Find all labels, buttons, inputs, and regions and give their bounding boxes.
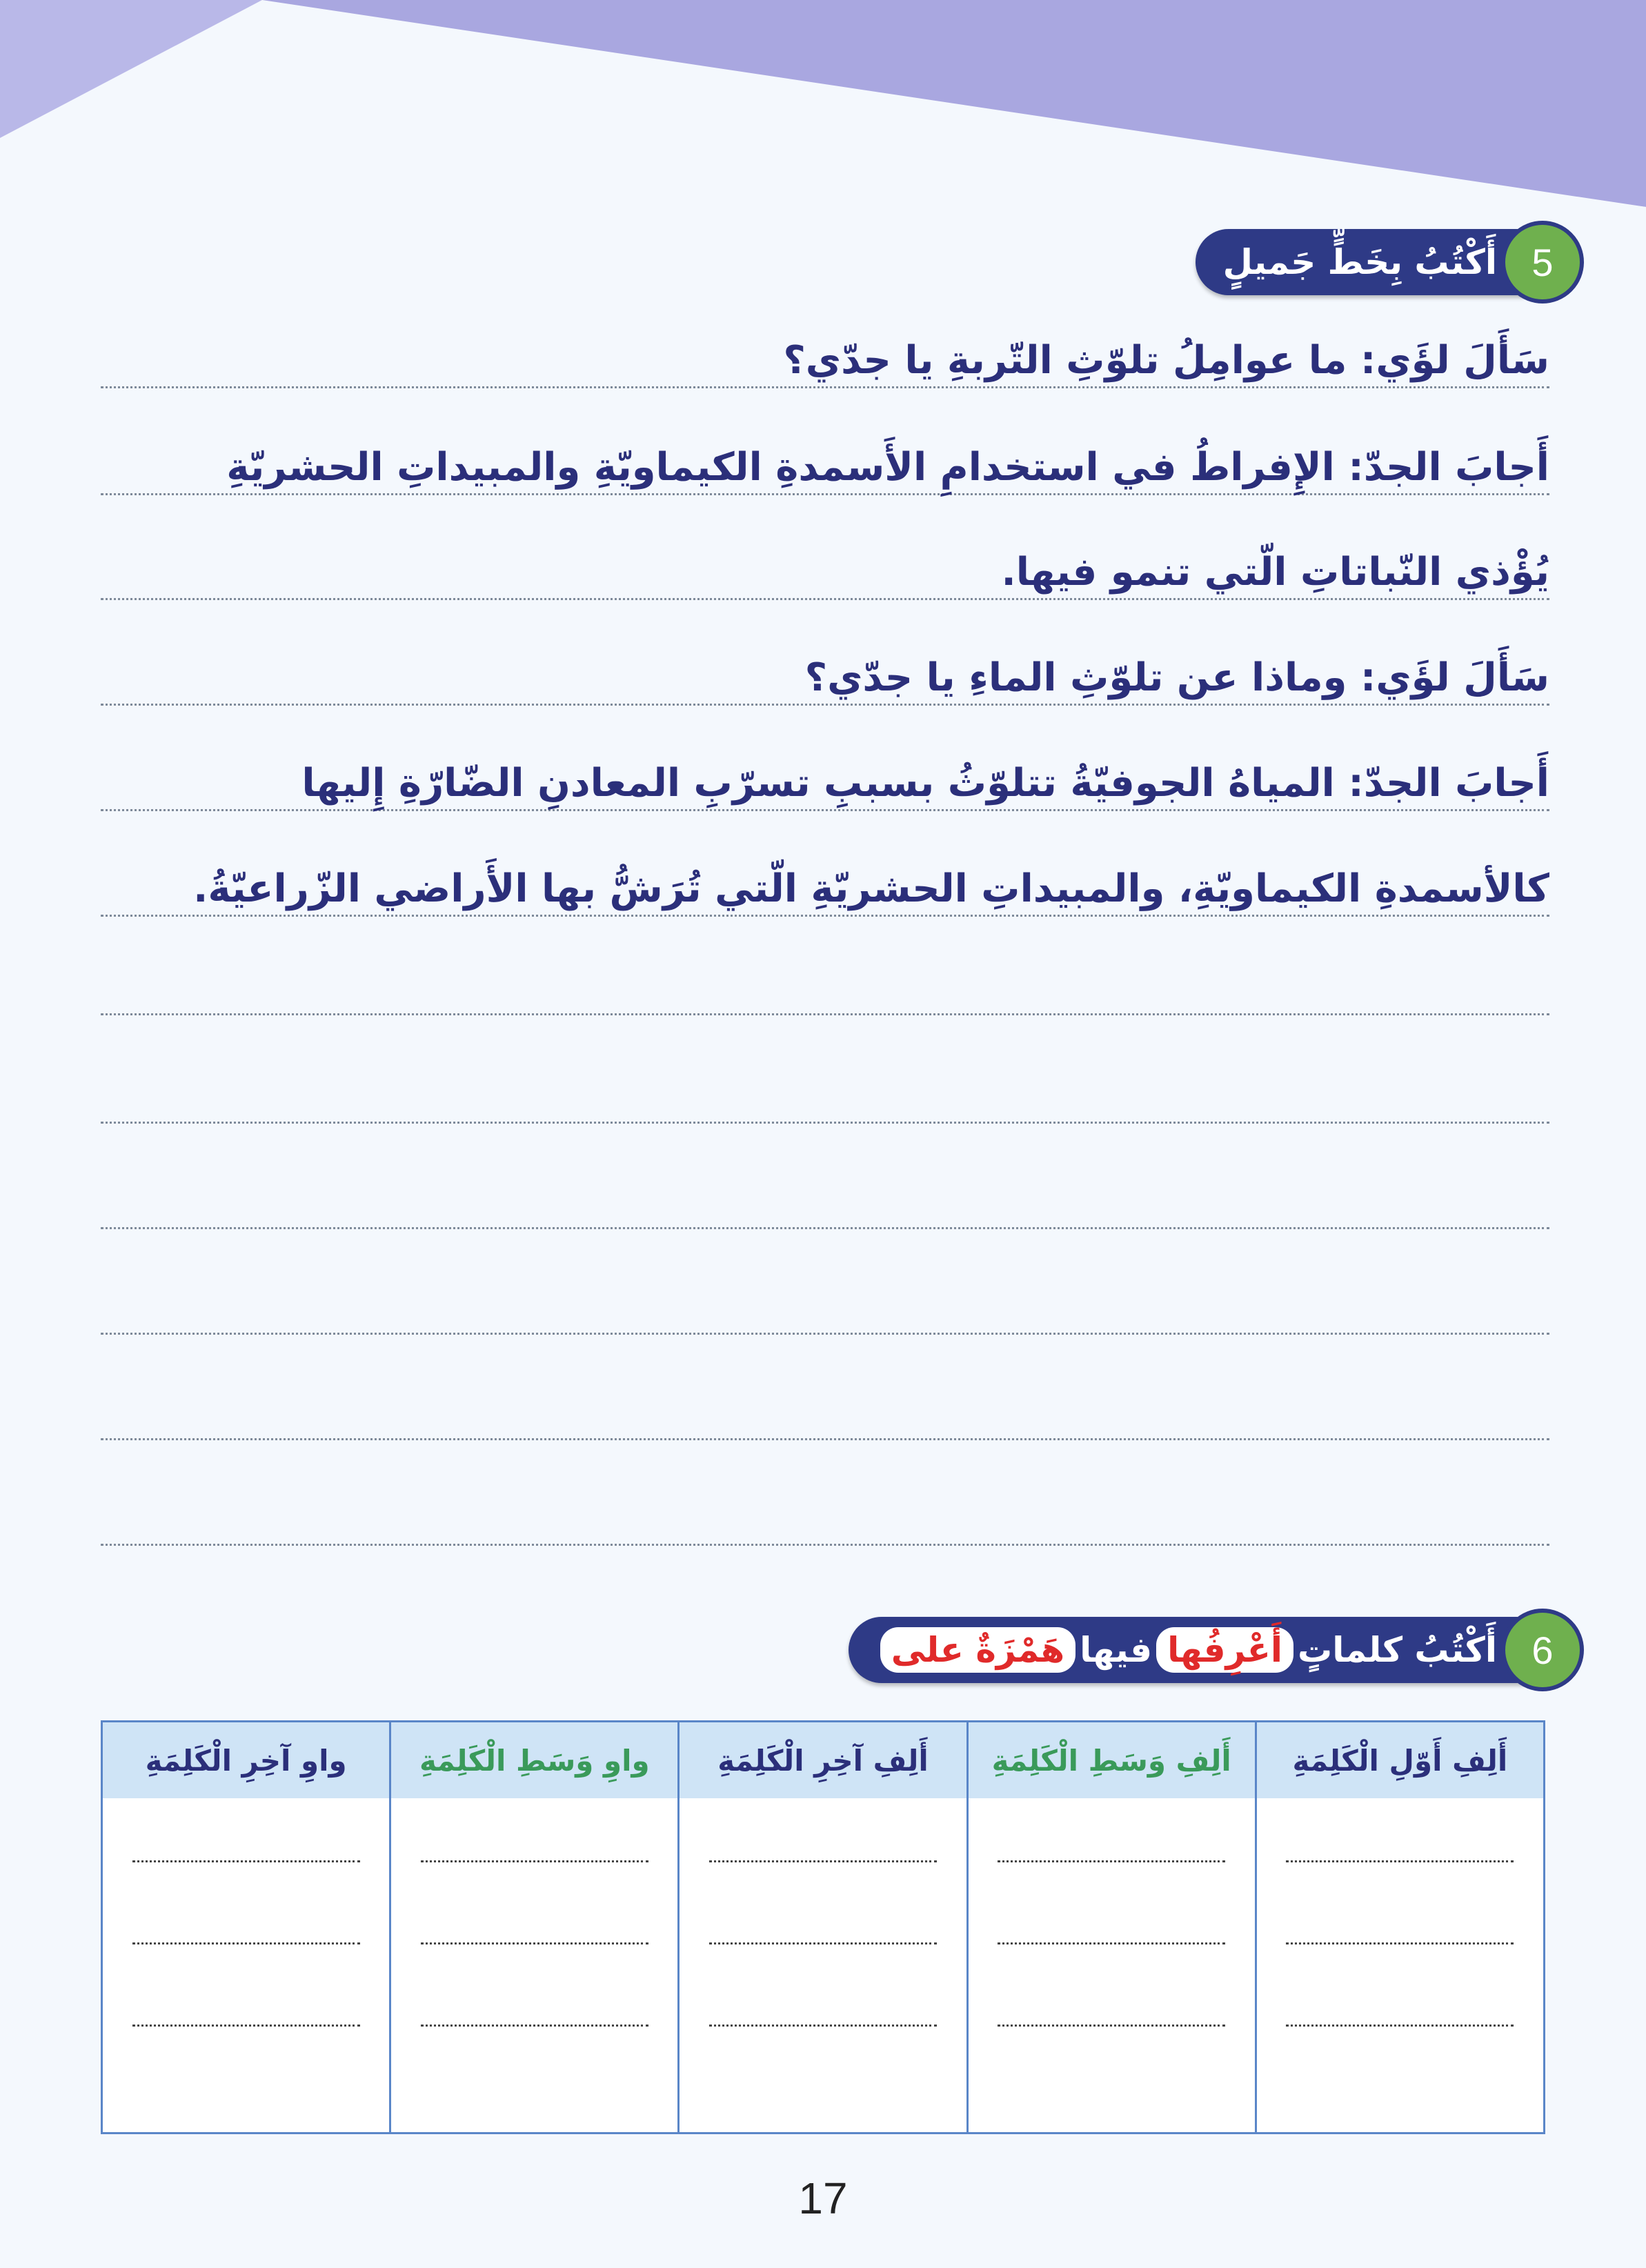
answer-blank[interactable] xyxy=(421,1915,648,1944)
answer-blank[interactable] xyxy=(421,1833,648,1862)
answer-blank[interactable] xyxy=(132,1997,360,2027)
exercise-5-header xyxy=(1196,226,1584,298)
writing-line xyxy=(101,1122,1549,1124)
writing-line xyxy=(101,915,1549,917)
writing-line xyxy=(101,1438,1549,1440)
answer-blank[interactable] xyxy=(709,1833,937,1862)
column-header: واوِ وَسَطِ الْكَلِمَةِ xyxy=(390,1722,679,1799)
hamza-words-table xyxy=(101,1720,1545,2134)
column-header: أَلِفِ وَسَطِ الْكَلِمَةِ xyxy=(967,1722,1256,1799)
exercise-6-header xyxy=(849,1614,1584,1686)
exercise-6-number-badge: 6 xyxy=(1501,1609,1584,1691)
exercise-5-title-bar xyxy=(1196,229,1525,295)
answer-blank[interactable] xyxy=(998,1915,1225,1944)
answer-blank[interactable] xyxy=(132,1833,360,1862)
writing-line xyxy=(101,1333,1549,1335)
writing-line xyxy=(101,386,1549,388)
page-number: 17 xyxy=(798,2174,848,2223)
table-header-row xyxy=(102,1722,1545,1799)
table-row xyxy=(102,1798,1545,2133)
table-cell xyxy=(102,1798,390,2133)
writing-line xyxy=(101,809,1549,811)
answer-blank[interactable] xyxy=(1286,1997,1514,2027)
model-sentence: أَجابَ الجدّ: الإِفراطُ في استخدامِ الأَسمدةِ الكيماويّةِ والمبيداتِ الحشريّةِ xyxy=(226,445,1549,490)
answer-blank[interactable] xyxy=(421,1997,648,2027)
exercise-6-title-part: أَكْتُبُ كلماتٍ xyxy=(1298,1630,1497,1670)
table-cell xyxy=(390,1798,679,2133)
writing-line xyxy=(101,598,1549,600)
column-header: واوِ آخِرِ الْكَلِمَةِ xyxy=(102,1722,390,1799)
answer-blank[interactable] xyxy=(998,1833,1225,1862)
table-cell xyxy=(679,1798,967,2133)
highlight-chip: هَمْزَةٌ على xyxy=(880,1627,1075,1673)
column-header: أَلِفِ أَوّلِ الْكَلِمَةِ xyxy=(1256,1722,1544,1799)
highlight-chip: أَعْرِفُها xyxy=(1156,1627,1293,1673)
model-sentence: يُؤْذي النّباتاتِ الّتي تنمو فيها. xyxy=(1001,550,1549,595)
writing-line xyxy=(101,1013,1549,1015)
writing-line xyxy=(101,1227,1549,1229)
answer-blank[interactable] xyxy=(998,1997,1225,2027)
answer-blank[interactable] xyxy=(709,1915,937,1944)
model-sentence: كالأسمدةِ الكيماويّةِ، والمبيداتِ الحشريّةِ الّتي تُرَشُّ بها الأَراضي الزّراعيّةُ. xyxy=(193,866,1549,911)
table-cell xyxy=(1256,1798,1544,2133)
exercise-6-title-bar xyxy=(849,1617,1525,1683)
exercise-6-title-part: فيها xyxy=(1080,1630,1153,1670)
column-header: أَلِفِ آخِرِ الْكَلِمَةِ xyxy=(679,1722,967,1799)
answer-blank[interactable] xyxy=(709,1997,937,2027)
writing-line xyxy=(101,704,1549,706)
corner-decoration xyxy=(0,0,1646,207)
model-sentence: أَجابَ الجدّ: المياهُ الجوفيّةُ تتلوّثُ بسببِ تسرّبِ المعادنِ الضّارّةِ إِليها xyxy=(301,761,1549,806)
answer-blank[interactable] xyxy=(132,1915,360,1944)
writing-line xyxy=(101,493,1549,495)
answer-blank[interactable] xyxy=(1286,1833,1514,1862)
model-sentence: سَأَلَ لؤَي: ما عوامِلُ تلوّثِ التّربةِ يا جدّي؟ xyxy=(783,338,1549,383)
model-sentence: سَأَلَ لؤَي: وماذا عن تلوّثِ الماءِ يا جدّي؟ xyxy=(804,655,1549,700)
table-cell xyxy=(967,1798,1256,2133)
answer-blank[interactable] xyxy=(1286,1915,1514,1944)
exercise-5-title: أَكْتُبُ بِخَطٍّ جَميلٍ xyxy=(1222,242,1497,282)
writing-line xyxy=(101,1544,1549,1546)
exercise-5-number-badge: 5 xyxy=(1501,221,1584,304)
